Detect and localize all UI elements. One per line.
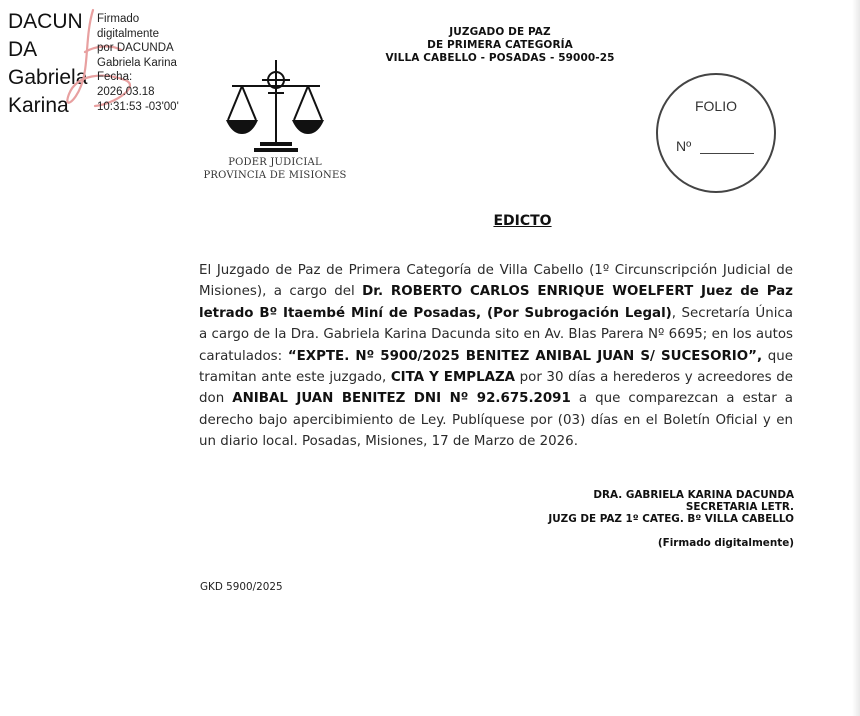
signature-details <box>97 12 179 114</box>
body-bold-text: Dr. ROBERTO CARLOS ENRIQUE WOELFERT Juez de Paz letrado Bº Itaembé Miní de Posadas, (Por Subrogación Legal) <box>199 284 793 321</box>
edict-body <box>199 260 793 453</box>
signature-detail-line: digitalmente <box>97 27 160 40</box>
page-edge-shadow <box>852 0 860 716</box>
signature-detail-line: Firmado <box>97 13 140 25</box>
signature-name-line: DACUN <box>8 10 83 33</box>
digital-signature-note: (Firmado digitalmente) <box>657 537 794 549</box>
body-bold-text: CITA Y EMPLAZA <box>390 370 516 386</box>
signoff-block <box>548 489 794 525</box>
signoff-line: JUZG DE PAZ 1º CATEG. Bº VILLA CABELLO <box>548 513 794 525</box>
body-text: , Secretaría Única a cargo de la Dra. Gabriela Karina Dacunda sito en Av. Blas Parera Nº 6695; en los autos caratulados: <box>199 305 793 364</box>
signature-name-line: DA <box>8 38 38 61</box>
signature-name-line: Karina <box>8 94 69 117</box>
signoff-line: DRA. GABRIELA KARINA DACUNDA <box>593 489 794 501</box>
logo-caption-line: PODER JUDICIAL <box>228 157 322 168</box>
folio-title: FOLIO <box>694 98 737 114</box>
court-header-line: VILLA CABELLO - POSADAS - 59000-25 <box>385 52 615 64</box>
signature-detail-line: Fecha: <box>97 71 133 84</box>
signature-detail-line: por DACUNDA <box>97 42 174 55</box>
signature-name-line: Gabriela <box>8 66 88 89</box>
signoff-line: SECRETARIA LETR. <box>685 501 794 513</box>
court-header <box>360 26 640 65</box>
signature-detail-line: Gabriela Karina <box>97 56 177 69</box>
folio-stamp <box>656 73 776 193</box>
body-text: que tramitan ante este juzgado, <box>199 348 793 386</box>
file-reference: GKD 5900/2025 <box>200 581 283 593</box>
body-text: El Juzgado de Paz de Primera Categoría de Villa Cabello (1º Circunscripción Judicial de Misiones), a cargo del <box>199 263 793 300</box>
document-title: EDICTO <box>493 213 552 229</box>
signature-detail-line: 10:31:53 -03'00' <box>97 100 179 113</box>
signature-detail-line: 2026.03.18 <box>97 85 155 98</box>
scales-of-justice-icon <box>222 58 330 162</box>
court-header-line: JUZGADO DE PAZ <box>449 26 551 38</box>
body-bold-text: ANIBAL JUAN BENITEZ DNI Nº 92.675.2091 <box>232 391 571 407</box>
folio-number-line <box>700 153 754 154</box>
folio-number-label: Nº <box>676 138 692 154</box>
court-header-line: DE PRIMERA CATEGORÍA <box>427 39 573 51</box>
body-text: a que comparezcan a estar a derecho bajo apercibimiento de Ley. Publíquese por (03) días en el Boletín Oficial y en un diario local. Posadas, Misiones, 17 de Marzo de 2026. <box>199 391 793 450</box>
logo-caption-line: PROVINCIA DE MISIONES <box>203 170 347 181</box>
body-bold-text: “EXPTE. Nº 5900/2025 BENITEZ ANIBAL JUAN S/ SUCESORIO”, <box>287 348 763 364</box>
logo-caption <box>200 156 350 182</box>
signature-name <box>8 8 87 120</box>
body-text: por 30 días a herederos y acreedores de don <box>199 370 793 407</box>
